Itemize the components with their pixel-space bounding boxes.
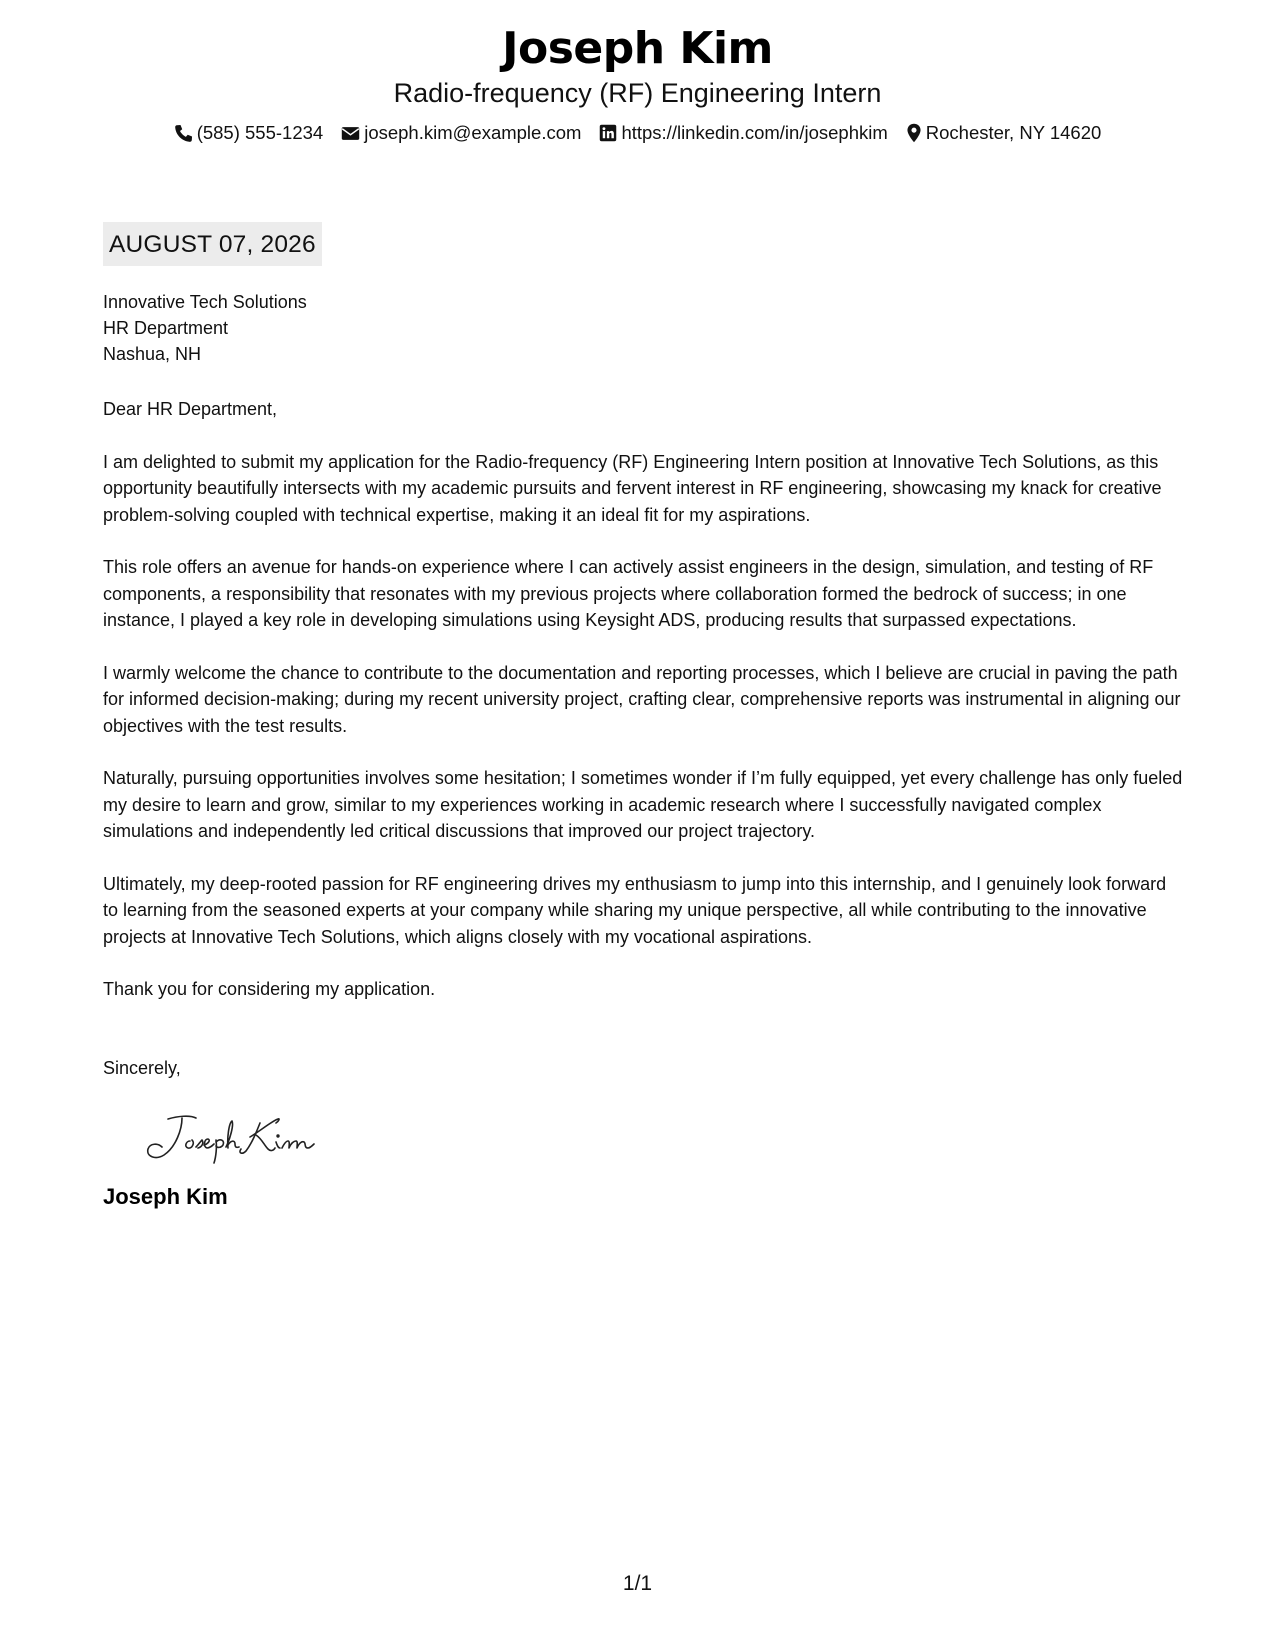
recipient-location: Nashua, NH (103, 344, 202, 364)
letter-body (103, 222, 1183, 1211)
recipient-block (103, 289, 1183, 367)
signer-name: Joseph Kim (103, 1184, 228, 1209)
email-link[interactable]: joseph.kim@example.com (364, 122, 582, 143)
letter-header (0, 22, 1275, 144)
contact-bar (0, 122, 1275, 144)
phone-icon (174, 124, 193, 143)
letter-date: AUGUST 07, 2026 (103, 222, 322, 266)
recipient-department: HR Department (103, 318, 229, 338)
body-paragraph: Ultimately, my deep-rooted passion for RF engineering drives my enthusiasm to jump into this internship, and I genuinely look forward to learning from the seasoned experts at your company while sharing my unique perspective, all while contributing to the innovative projects at Innovative Tech Solutions, which aligns closely with my vocational aspirations. (103, 873, 1167, 947)
linkedin-icon (599, 124, 617, 142)
map-marker-icon (906, 123, 922, 143)
linkedin-link[interactable]: https://linkedin.com/in/josephkim (621, 122, 888, 143)
location-text: Rochester, NY 14620 (925, 122, 1102, 143)
body-paragraph: I warmly welcome the chance to contribute to the documentation and reporting processes, which I believe are crucial in paving the path for informed decision-making; during my recent university project, crafting clear, comprehensive reports was instrumental in aligning our objectives with the test results. (103, 662, 1181, 736)
body-paragraph: I am delighted to submit my application for the Radio-frequency (RF) Engineering Intern position at Innovative Tech Solutions, as this opportunity beautifully intersects with my academic pursuits and fervent interest in RF engineering, showcasing my knack for creative problem-solving coupled with technical expertise, making it an ideal fit for my aspirations. (103, 451, 1162, 525)
salutation: Dear HR Department, (103, 399, 278, 419)
phone-number: (585) 555-1234 (196, 122, 324, 143)
contact-email[interactable] (341, 122, 581, 144)
applicant-job-title: Radio-frequency (RF) Engineering Intern (393, 78, 882, 108)
recipient-company: Innovative Tech Solutions (103, 292, 307, 312)
applicant-name: Joseph Kim (502, 23, 773, 74)
contact-linkedin[interactable] (599, 122, 887, 144)
contact-location (906, 122, 1102, 144)
body-paragraph: This role offers an avenue for hands-on experience where I can actively assist engineers in the design, simulation, and testing of RF components, a responsibility that resonates with my previous projects where collaboration formed the bedrock of success; in one instance, I played a key role in developing simulations using Keysight ADS, producing results that surpassed expectations. (103, 557, 1154, 630)
page-number: 1/1 (622, 1572, 653, 1595)
closing-thanks: Thank you for considering my application. (103, 979, 436, 999)
body-paragraph: Naturally, pursuing opportunities involves some hesitation; I sometimes wonder if I’m fully equipped, yet every challenge has only fueled my desire to learn and grow, similar to my experiences working in academic research where I successfully navigated complex simulations and independently led critical discussions that improved our project trajectory. (103, 768, 1183, 841)
sign-off: Sincerely, (103, 1057, 181, 1078)
envelope-icon (341, 124, 360, 143)
handwritten-signature (138, 1107, 338, 1169)
contact-phone (174, 122, 324, 144)
